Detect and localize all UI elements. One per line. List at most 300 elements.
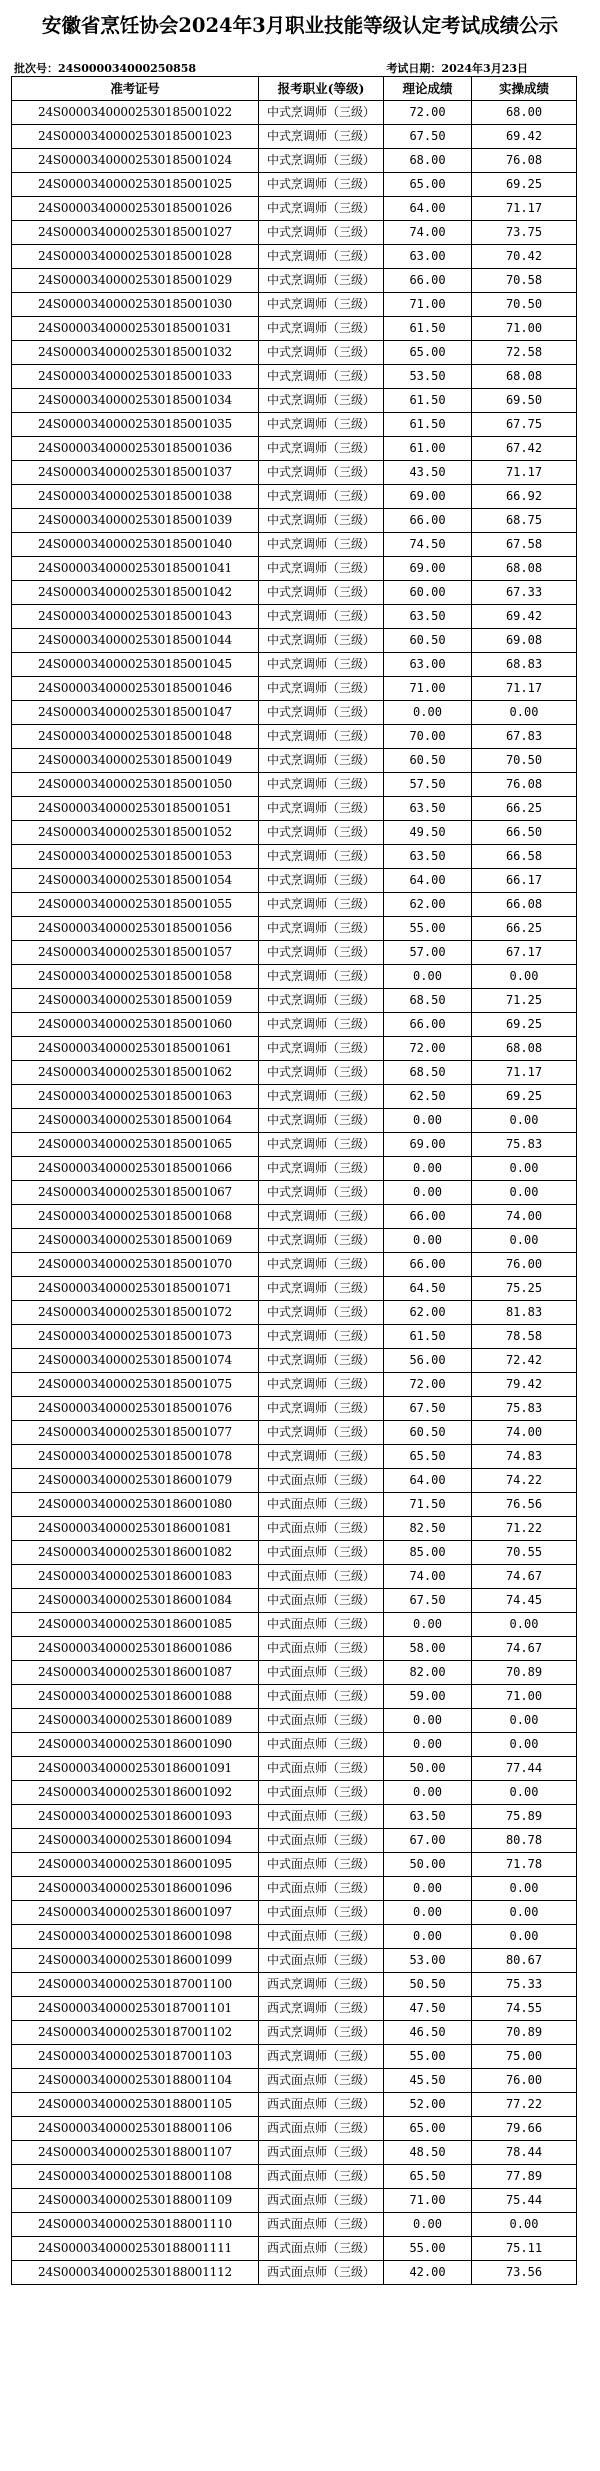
occupation-cell: 中式烹调师（三级） bbox=[259, 1349, 384, 1373]
table-row bbox=[12, 1517, 577, 1541]
table-row bbox=[12, 1469, 577, 1493]
theory-score-cell: 0.00 bbox=[384, 1229, 472, 1253]
exam-id-cell: 24S00003400002530187001103 bbox=[12, 2045, 259, 2069]
exam-id-cell: 24S00003400002530185001064 bbox=[12, 1109, 259, 1133]
occupation-cell: 中式面点师（三级） bbox=[259, 1589, 384, 1613]
practical-score-cell: 76.08 bbox=[472, 149, 577, 173]
practical-score-cell: 72.58 bbox=[472, 341, 577, 365]
exam-id-cell: 24S00003400002530186001085 bbox=[12, 1613, 259, 1637]
exam-id-cell: 24S00003400002530185001029 bbox=[12, 269, 259, 293]
exam-id-cell: 24S00003400002530185001036 bbox=[12, 437, 259, 461]
practical-score-cell: 77.44 bbox=[472, 1757, 577, 1781]
occupation-cell: 中式面点师（三级） bbox=[259, 1733, 384, 1757]
exam-id-cell: 24S00003400002530185001065 bbox=[12, 1133, 259, 1157]
occupation-cell: 中式烹调师（三级） bbox=[259, 461, 384, 485]
table-row bbox=[12, 2069, 577, 2093]
theory-score-cell: 82.00 bbox=[384, 1661, 472, 1685]
practical-score-cell: 66.50 bbox=[472, 821, 577, 845]
exam-id-cell: 24S00003400002530188001108 bbox=[12, 2165, 259, 2189]
theory-score-cell: 71.50 bbox=[384, 1493, 472, 1517]
practical-score-cell: 71.17 bbox=[472, 677, 577, 701]
theory-score-cell: 67.50 bbox=[384, 1397, 472, 1421]
practical-score-cell: 70.42 bbox=[472, 245, 577, 269]
theory-score-cell: 0.00 bbox=[384, 1181, 472, 1205]
exam-id-cell: 24S00003400002530188001106 bbox=[12, 2117, 259, 2141]
exam-id-cell: 24S00003400002530187001101 bbox=[12, 1997, 259, 2021]
table-row bbox=[12, 1421, 577, 1445]
theory-score-cell: 62.50 bbox=[384, 1085, 472, 1109]
practical-score-cell: 71.00 bbox=[472, 1685, 577, 1709]
theory-score-cell: 62.00 bbox=[384, 893, 472, 917]
practical-score-cell: 0.00 bbox=[472, 1229, 577, 1253]
practical-score-cell: 69.08 bbox=[472, 629, 577, 653]
table-row bbox=[12, 773, 577, 797]
table-row bbox=[12, 1661, 577, 1685]
exam-date-label: 考试日期： bbox=[386, 62, 442, 75]
exam-id-cell: 24S00003400002530188001104 bbox=[12, 2069, 259, 2093]
occupation-cell: 中式烹调师（三级） bbox=[259, 965, 384, 989]
batch-label: 批次号： bbox=[14, 62, 58, 75]
practical-score-cell: 0.00 bbox=[472, 1181, 577, 1205]
table-row bbox=[12, 269, 577, 293]
theory-score-cell: 63.00 bbox=[384, 245, 472, 269]
theory-score-cell: 57.50 bbox=[384, 773, 472, 797]
table-row bbox=[12, 1037, 577, 1061]
batch-info bbox=[14, 60, 196, 76]
theory-score-cell: 0.00 bbox=[384, 1877, 472, 1901]
occupation-cell: 中式烹调师（三级） bbox=[259, 149, 384, 173]
occupation-cell: 中式面点师（三级） bbox=[259, 1637, 384, 1661]
practical-score-cell: 76.00 bbox=[472, 2069, 577, 2093]
table-row bbox=[12, 821, 577, 845]
practical-score-cell: 68.75 bbox=[472, 509, 577, 533]
table-row bbox=[12, 941, 577, 965]
exam-date-info bbox=[386, 60, 528, 76]
theory-score-cell: 69.00 bbox=[384, 485, 472, 509]
theory-score-cell: 63.50 bbox=[384, 845, 472, 869]
table-row bbox=[12, 1013, 577, 1037]
occupation-cell: 中式烹调师（三级） bbox=[259, 941, 384, 965]
practical-score-cell: 78.44 bbox=[472, 2141, 577, 2165]
practical-score-cell: 75.33 bbox=[472, 1973, 577, 1997]
exam-id-cell: 24S00003400002530185001071 bbox=[12, 1277, 259, 1301]
exam-id-cell: 24S00003400002530186001099 bbox=[12, 1949, 259, 1973]
theory-score-cell: 65.50 bbox=[384, 1445, 472, 1469]
practical-score-cell: 79.66 bbox=[472, 2117, 577, 2141]
theory-score-cell: 61.50 bbox=[384, 1325, 472, 1349]
practical-score-cell: 75.89 bbox=[472, 1805, 577, 1829]
occupation-cell: 西式烹调师（三级） bbox=[259, 1997, 384, 2021]
theory-score-cell: 46.50 bbox=[384, 2021, 472, 2045]
exam-id-cell: 24S00003400002530185001046 bbox=[12, 677, 259, 701]
theory-score-cell: 47.50 bbox=[384, 1997, 472, 2021]
exam-id-cell: 24S00003400002530186001080 bbox=[12, 1493, 259, 1517]
exam-id-cell: 24S00003400002530186001093 bbox=[12, 1805, 259, 1829]
occupation-cell: 中式面点师（三级） bbox=[259, 1541, 384, 1565]
table-row bbox=[12, 1853, 577, 1877]
practical-score-cell: 71.17 bbox=[472, 1061, 577, 1085]
practical-score-cell: 73.75 bbox=[472, 221, 577, 245]
theory-score-cell: 68.50 bbox=[384, 1061, 472, 1085]
theory-score-cell: 71.00 bbox=[384, 293, 472, 317]
practical-score-cell: 66.17 bbox=[472, 869, 577, 893]
occupation-cell: 西式面点师（三级） bbox=[259, 2261, 384, 2285]
practical-score-cell: 74.45 bbox=[472, 1589, 577, 1613]
occupation-cell: 中式烹调师（三级） bbox=[259, 269, 384, 293]
occupation-cell: 中式烹调师（三级） bbox=[259, 797, 384, 821]
occupation-cell: 中式烹调师（三级） bbox=[259, 629, 384, 653]
table-row bbox=[12, 221, 577, 245]
occupation-cell: 中式面点师（三级） bbox=[259, 1949, 384, 1973]
page-title: 安徽省烹饪协会2024年3月职业技能等级认定考试成绩公示 bbox=[41, 14, 559, 37]
practical-score-cell: 74.00 bbox=[472, 1421, 577, 1445]
practical-score-cell: 69.25 bbox=[472, 173, 577, 197]
occupation-cell: 中式面点师（三级） bbox=[259, 1853, 384, 1877]
table-row bbox=[12, 1781, 577, 1805]
practical-score-cell: 69.42 bbox=[472, 125, 577, 149]
table-row bbox=[12, 2237, 577, 2261]
theory-score-cell: 63.50 bbox=[384, 1805, 472, 1829]
theory-score-cell: 0.00 bbox=[384, 1925, 472, 1949]
occupation-cell: 中式烹调师（三级） bbox=[259, 1253, 384, 1277]
theory-score-cell: 0.00 bbox=[384, 1613, 472, 1637]
exam-id-cell: 24S00003400002530188001109 bbox=[12, 2189, 259, 2213]
exam-id-cell: 24S00003400002530185001057 bbox=[12, 941, 259, 965]
practical-score-cell: 72.42 bbox=[472, 1349, 577, 1373]
practical-score-cell: 67.17 bbox=[472, 941, 577, 965]
occupation-cell: 中式烹调师（三级） bbox=[259, 917, 384, 941]
occupation-cell: 中式烹调师（三级） bbox=[259, 725, 384, 749]
practical-score-cell: 66.58 bbox=[472, 845, 577, 869]
theory-score-cell: 60.00 bbox=[384, 581, 472, 605]
occupation-cell: 中式烹调师（三级） bbox=[259, 245, 384, 269]
table-row bbox=[12, 317, 577, 341]
table-row bbox=[12, 2117, 577, 2141]
occupation-cell: 中式面点师（三级） bbox=[259, 1757, 384, 1781]
exam-id-cell: 24S00003400002530185001077 bbox=[12, 1421, 259, 1445]
practical-score-cell: 69.25 bbox=[472, 1013, 577, 1037]
occupation-cell: 中式烹调师（三级） bbox=[259, 533, 384, 557]
practical-score-cell: 69.50 bbox=[472, 389, 577, 413]
occupation-cell: 中式烹调师（三级） bbox=[259, 1181, 384, 1205]
occupation-cell: 中式面点师（三级） bbox=[259, 1805, 384, 1829]
table-row bbox=[12, 2093, 577, 2117]
table-row bbox=[12, 677, 577, 701]
table-row bbox=[12, 1733, 577, 1757]
exam-id-cell: 24S00003400002530185001050 bbox=[12, 773, 259, 797]
table-row bbox=[12, 2189, 577, 2213]
occupation-cell: 中式面点师（三级） bbox=[259, 1709, 384, 1733]
exam-id-cell: 24S00003400002530185001028 bbox=[12, 245, 259, 269]
exam-id-cell: 24S00003400002530185001031 bbox=[12, 317, 259, 341]
exam-id-cell: 24S00003400002530185001033 bbox=[12, 365, 259, 389]
exam-id-cell: 24S00003400002530186001079 bbox=[12, 1469, 259, 1493]
practical-score-cell: 75.11 bbox=[472, 2237, 577, 2261]
practical-score-cell: 78.58 bbox=[472, 1325, 577, 1349]
practical-score-cell: 67.75 bbox=[472, 413, 577, 437]
theory-score-cell: 0.00 bbox=[384, 1109, 472, 1133]
theory-score-cell: 64.00 bbox=[384, 1469, 472, 1493]
table-row bbox=[12, 1397, 577, 1421]
occupation-cell: 中式烹调师（三级） bbox=[259, 1397, 384, 1421]
theory-score-cell: 72.00 bbox=[384, 1037, 472, 1061]
theory-score-cell: 0.00 bbox=[384, 1781, 472, 1805]
practical-score-cell: 0.00 bbox=[472, 1877, 577, 1901]
practical-score-cell: 74.83 bbox=[472, 1445, 577, 1469]
exam-id-cell: 24S00003400002530185001076 bbox=[12, 1397, 259, 1421]
practical-score-cell: 67.58 bbox=[472, 533, 577, 557]
theory-score-cell: 58.00 bbox=[384, 1637, 472, 1661]
exam-id-cell: 24S00003400002530186001086 bbox=[12, 1637, 259, 1661]
occupation-cell: 西式面点师（三级） bbox=[259, 2141, 384, 2165]
occupation-cell: 中式面点师（三级） bbox=[259, 1685, 384, 1709]
occupation-cell: 中式烹调师（三级） bbox=[259, 773, 384, 797]
occupation-cell: 中式烹调师（三级） bbox=[259, 485, 384, 509]
table-row bbox=[12, 461, 577, 485]
exam-id-cell: 24S00003400002530185001049 bbox=[12, 749, 259, 773]
table-row bbox=[12, 725, 577, 749]
table-row bbox=[12, 1589, 577, 1613]
theory-score-cell: 72.00 bbox=[384, 101, 472, 125]
exam-id-cell: 24S00003400002530185001034 bbox=[12, 389, 259, 413]
table-row bbox=[12, 1109, 577, 1133]
theory-score-cell: 50.00 bbox=[384, 1757, 472, 1781]
occupation-cell: 中式面点师（三级） bbox=[259, 1469, 384, 1493]
theory-score-cell: 57.00 bbox=[384, 941, 472, 965]
table-row bbox=[12, 1277, 577, 1301]
exam-id-cell: 24S00003400002530185001042 bbox=[12, 581, 259, 605]
practical-score-cell: 77.89 bbox=[472, 2165, 577, 2189]
practical-score-cell: 0.00 bbox=[472, 701, 577, 725]
occupation-cell: 中式烹调师（三级） bbox=[259, 1277, 384, 1301]
occupation-cell: 中式烹调师（三级） bbox=[259, 557, 384, 581]
practical-score-cell: 0.00 bbox=[472, 965, 577, 989]
exam-id-cell: 24S00003400002530188001105 bbox=[12, 2093, 259, 2117]
table-row bbox=[12, 2021, 577, 2045]
occupation-cell: 中式烹调师（三级） bbox=[259, 413, 384, 437]
table-row bbox=[12, 365, 577, 389]
theory-score-cell: 82.50 bbox=[384, 1517, 472, 1541]
occupation-cell: 中式烹调师（三级） bbox=[259, 125, 384, 149]
occupation-cell: 中式烹调师（三级） bbox=[259, 317, 384, 341]
practical-score-cell: 74.22 bbox=[472, 1469, 577, 1493]
exam-id-cell: 24S00003400002530185001053 bbox=[12, 845, 259, 869]
occupation-cell: 中式烹调师（三级） bbox=[259, 1229, 384, 1253]
practical-score-cell: 0.00 bbox=[472, 2213, 577, 2237]
table-row bbox=[12, 2213, 577, 2237]
exam-id-cell: 24S00003400002530185001058 bbox=[12, 965, 259, 989]
occupation-cell: 中式面点师（三级） bbox=[259, 1781, 384, 1805]
theory-score-cell: 63.50 bbox=[384, 797, 472, 821]
theory-score-cell: 53.50 bbox=[384, 365, 472, 389]
table-row bbox=[12, 125, 577, 149]
occupation-cell: 中式面点师（三级） bbox=[259, 1661, 384, 1685]
exam-id-cell: 24S00003400002530188001111 bbox=[12, 2237, 259, 2261]
theory-score-cell: 0.00 bbox=[384, 1709, 472, 1733]
exam-id-cell: 24S00003400002530185001041 bbox=[12, 557, 259, 581]
occupation-cell: 中式烹调师（三级） bbox=[259, 1157, 384, 1181]
theory-score-cell: 61.00 bbox=[384, 437, 472, 461]
exam-id-cell: 24S00003400002530186001094 bbox=[12, 1829, 259, 1853]
theory-score-cell: 55.00 bbox=[384, 2045, 472, 2069]
exam-id-cell: 24S00003400002530185001039 bbox=[12, 509, 259, 533]
practical-score-cell: 81.83 bbox=[472, 1301, 577, 1325]
practical-score-cell: 71.00 bbox=[472, 317, 577, 341]
exam-id-cell: 24S00003400002530185001040 bbox=[12, 533, 259, 557]
exam-id-cell: 24S00003400002530185001078 bbox=[12, 1445, 259, 1469]
practical-score-cell: 66.25 bbox=[472, 917, 577, 941]
exam-id-cell: 24S00003400002530185001062 bbox=[12, 1061, 259, 1085]
exam-id-cell: 24S00003400002530186001091 bbox=[12, 1757, 259, 1781]
table-row bbox=[12, 245, 577, 269]
practical-score-cell: 71.22 bbox=[472, 1517, 577, 1541]
table-row bbox=[12, 485, 577, 509]
table-row bbox=[12, 1925, 577, 1949]
table-row bbox=[12, 581, 577, 605]
occupation-cell: 中式面点师（三级） bbox=[259, 1829, 384, 1853]
table-row bbox=[12, 1373, 577, 1397]
theory-score-cell: 42.00 bbox=[384, 2261, 472, 2285]
table-row bbox=[12, 917, 577, 941]
practical-score-cell: 75.44 bbox=[472, 2189, 577, 2213]
practical-score-cell: 76.08 bbox=[472, 773, 577, 797]
exam-id-cell: 24S00003400002530185001022 bbox=[12, 101, 259, 125]
practical-score-cell: 68.83 bbox=[472, 653, 577, 677]
theory-score-cell: 66.00 bbox=[384, 1205, 472, 1229]
practical-score-cell: 0.00 bbox=[472, 1781, 577, 1805]
practical-score-cell: 66.92 bbox=[472, 485, 577, 509]
batch-number: 24S000034000250858 bbox=[58, 62, 197, 75]
table-row bbox=[12, 389, 577, 413]
practical-score-cell: 68.08 bbox=[472, 365, 577, 389]
practical-score-cell: 0.00 bbox=[472, 1109, 577, 1133]
exam-date: 2024年3月23日 bbox=[441, 62, 528, 75]
practical-score-cell: 67.83 bbox=[472, 725, 577, 749]
exam-id-cell: 24S00003400002530188001112 bbox=[12, 2261, 259, 2285]
exam-id-cell: 24S00003400002530185001056 bbox=[12, 917, 259, 941]
exam-id-cell: 24S00003400002530185001066 bbox=[12, 1157, 259, 1181]
theory-score-cell: 53.00 bbox=[384, 1949, 472, 1973]
exam-id-cell: 24S00003400002530185001023 bbox=[12, 125, 259, 149]
exam-id-cell: 24S00003400002530185001070 bbox=[12, 1253, 259, 1277]
practical-score-cell: 77.22 bbox=[472, 2093, 577, 2117]
table-row bbox=[12, 1541, 577, 1565]
occupation-cell: 中式烹调师（三级） bbox=[259, 1421, 384, 1445]
theory-score-cell: 48.50 bbox=[384, 2141, 472, 2165]
theory-score-cell: 70.00 bbox=[384, 725, 472, 749]
table-row bbox=[12, 797, 577, 821]
occupation-cell: 西式面点师（三级） bbox=[259, 2213, 384, 2237]
occupation-cell: 西式烹调师（三级） bbox=[259, 2021, 384, 2045]
exam-id-cell: 24S00003400002530186001089 bbox=[12, 1709, 259, 1733]
header-practical-score: 实操成绩 bbox=[472, 77, 577, 101]
table-row bbox=[12, 749, 577, 773]
theory-score-cell: 71.00 bbox=[384, 677, 472, 701]
occupation-cell: 中式烹调师（三级） bbox=[259, 1445, 384, 1469]
exam-id-cell: 24S00003400002530185001026 bbox=[12, 197, 259, 221]
table-row bbox=[12, 1325, 577, 1349]
table-row bbox=[12, 2141, 577, 2165]
table-row bbox=[12, 1301, 577, 1325]
occupation-cell: 中式烹调师（三级） bbox=[259, 509, 384, 533]
exam-id-cell: 24S00003400002530185001063 bbox=[12, 1085, 259, 1109]
table-row bbox=[12, 101, 577, 125]
occupation-cell: 中式烹调师（三级） bbox=[259, 1325, 384, 1349]
occupation-cell: 中式烹调师（三级） bbox=[259, 1373, 384, 1397]
table-row bbox=[12, 2165, 577, 2189]
occupation-cell: 西式面点师（三级） bbox=[259, 2165, 384, 2189]
exam-id-cell: 24S00003400002530185001061 bbox=[12, 1037, 259, 1061]
exam-id-cell: 24S00003400002530185001025 bbox=[12, 173, 259, 197]
exam-id-cell: 24S00003400002530185001052 bbox=[12, 821, 259, 845]
exam-id-cell: 24S00003400002530185001030 bbox=[12, 293, 259, 317]
theory-score-cell: 60.50 bbox=[384, 629, 472, 653]
theory-score-cell: 0.00 bbox=[384, 701, 472, 725]
header-theory-score: 理论成绩 bbox=[384, 77, 472, 101]
practical-score-cell: 75.83 bbox=[472, 1397, 577, 1421]
table-row bbox=[12, 1133, 577, 1157]
exam-id-cell: 24S00003400002530186001087 bbox=[12, 1661, 259, 1685]
theory-score-cell: 49.50 bbox=[384, 821, 472, 845]
score-table-body bbox=[12, 101, 577, 2285]
table-row bbox=[12, 1565, 577, 1589]
exam-id-cell: 24S00003400002530185001068 bbox=[12, 1205, 259, 1229]
occupation-cell: 中式面点师（三级） bbox=[259, 1901, 384, 1925]
table-row bbox=[12, 1709, 577, 1733]
exam-id-cell: 24S00003400002530186001096 bbox=[12, 1877, 259, 1901]
table-row bbox=[12, 557, 577, 581]
occupation-cell: 中式面点师（三级） bbox=[259, 1613, 384, 1637]
table-row bbox=[12, 1229, 577, 1253]
practical-score-cell: 67.33 bbox=[472, 581, 577, 605]
table-row bbox=[12, 1997, 577, 2021]
occupation-cell: 中式烹调师（三级） bbox=[259, 1085, 384, 1109]
header-occupation: 报考职业(等级) bbox=[259, 77, 384, 101]
exam-id-cell: 24S00003400002530185001075 bbox=[12, 1373, 259, 1397]
exam-id-cell: 24S00003400002530186001095 bbox=[12, 1853, 259, 1877]
practical-score-cell: 0.00 bbox=[472, 1157, 577, 1181]
table-row bbox=[12, 2045, 577, 2069]
theory-score-cell: 63.00 bbox=[384, 653, 472, 677]
occupation-cell: 中式烹调师（三级） bbox=[259, 989, 384, 1013]
table-row bbox=[12, 1061, 577, 1085]
table-row bbox=[12, 2261, 577, 2285]
practical-score-cell: 75.00 bbox=[472, 2045, 577, 2069]
exam-id-cell: 24S00003400002530185001054 bbox=[12, 869, 259, 893]
table-row bbox=[12, 965, 577, 989]
table-row bbox=[12, 893, 577, 917]
table-row bbox=[12, 1253, 577, 1277]
occupation-cell: 西式面点师（三级） bbox=[259, 2093, 384, 2117]
exam-id-cell: 24S00003400002530185001051 bbox=[12, 797, 259, 821]
occupation-cell: 中式烹调师（三级） bbox=[259, 1013, 384, 1037]
theory-score-cell: 0.00 bbox=[384, 2213, 472, 2237]
practical-score-cell: 67.42 bbox=[472, 437, 577, 461]
table-header-row bbox=[12, 77, 577, 101]
table-row bbox=[12, 413, 577, 437]
table-row bbox=[12, 701, 577, 725]
theory-score-cell: 50.00 bbox=[384, 1853, 472, 1877]
exam-id-cell: 24S00003400002530185001038 bbox=[12, 485, 259, 509]
table-row bbox=[12, 1901, 577, 1925]
theory-score-cell: 67.50 bbox=[384, 1589, 472, 1613]
exam-id-cell: 24S00003400002530185001060 bbox=[12, 1013, 259, 1037]
theory-score-cell: 71.00 bbox=[384, 2189, 472, 2213]
occupation-cell: 中式面点师（三级） bbox=[259, 1925, 384, 1949]
practical-score-cell: 69.42 bbox=[472, 605, 577, 629]
occupation-cell: 中式烹调师（三级） bbox=[259, 1061, 384, 1085]
exam-id-cell: 24S00003400002530187001102 bbox=[12, 2021, 259, 2045]
